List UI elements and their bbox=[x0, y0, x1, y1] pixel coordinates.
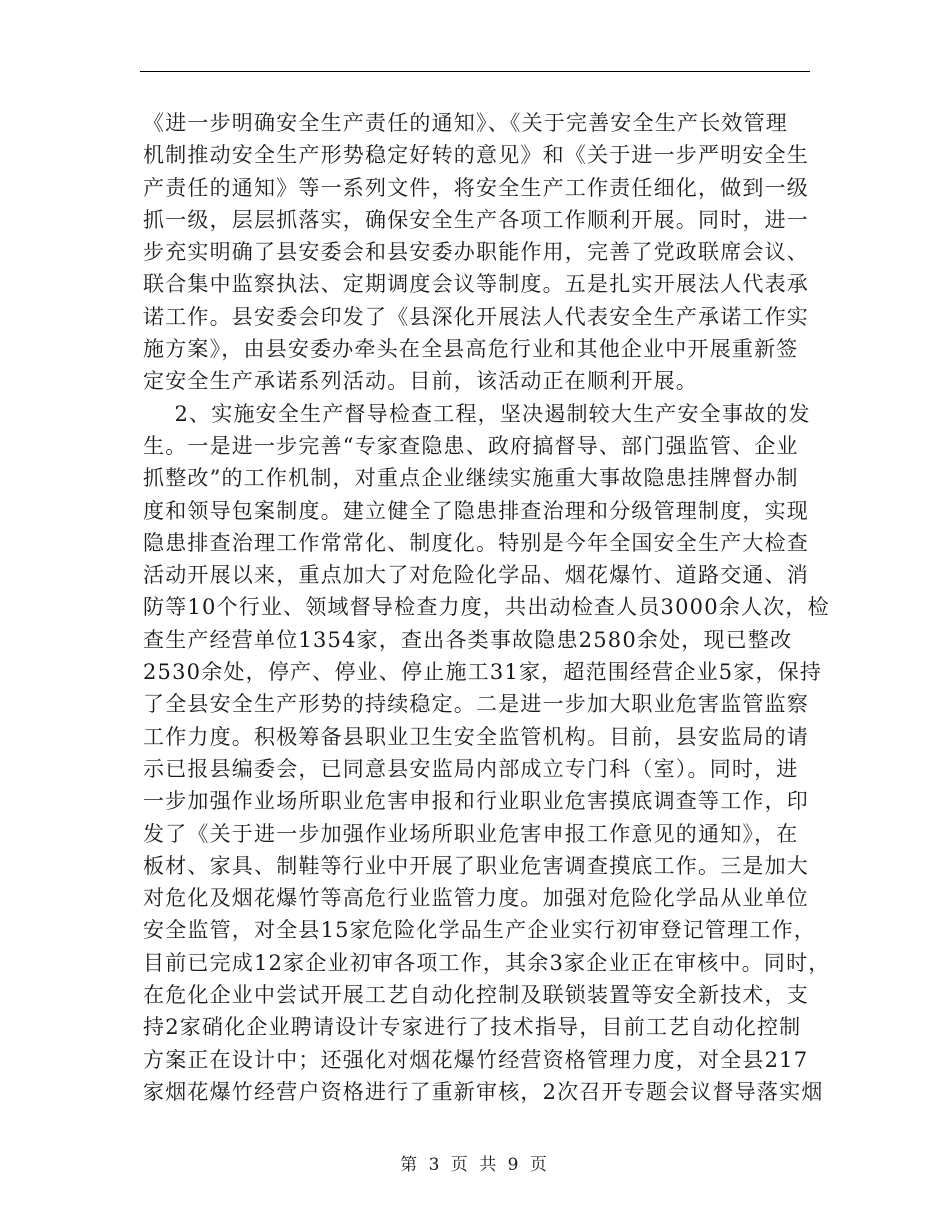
text-line: 步充实明确了县安委会和县安委办职能作用，完善了党政联席会议、 bbox=[143, 240, 809, 265]
text-line: 产责任的通知》等一系列文件，将安全生产工作责任细化，做到一级 bbox=[143, 175, 809, 200]
text-line: 了全县安全生产形势的持续稳定。二是进一步加大职业危害监管监察 bbox=[143, 692, 809, 717]
text-line: 防等10个行业、领域督导检查力度，共出动检查人员3000余人次，检 bbox=[143, 595, 830, 620]
paragraph-start-line: 2、实施安全生产督导检查工程，坚决遏制较大生产安全事故的发 bbox=[143, 401, 811, 426]
text-line: 诺工作。县安委会印发了《县深化开展法人代表安全生产承诺工作实 bbox=[143, 304, 809, 329]
text-line: 一步加强作业场所职业危害申报和行业职业危害摸底调查等工作，印 bbox=[143, 789, 809, 814]
text-line: 工作力度。积极筹备县职业卫生安全监管机构。目前，县安监局的请 bbox=[143, 724, 809, 749]
text-line: 联合集中监察执法、定期调度会议等制度。五是扎实开展法人代表承 bbox=[143, 272, 809, 297]
page-number-footer: 第 3 页 共 9 页 bbox=[400, 1155, 550, 1175]
text-line: 度和领导包案制度。建立健全了隐患排查治理和分级管理制度，实现 bbox=[143, 498, 809, 523]
text-line: 抓整改”的工作机制，对重点企业继续实施重大事故隐患挂牌督办制 bbox=[143, 466, 799, 491]
document-body bbox=[143, 107, 831, 1108]
text-line: 目前已完成12家企业初审各项工作，其余3家企业正在审核中。同时， bbox=[143, 950, 831, 975]
header-rule bbox=[140, 71, 810, 72]
text-line: 施方案》，由县安委办牵头在全县高危行业和其他企业中开展重新签 bbox=[143, 337, 799, 362]
text-line: 活动开展以来，重点加大了对危险化学品、烟花爆竹、道路交通、消 bbox=[143, 563, 809, 588]
text-line: 安全监管，对全县15家危险化学品生产企业实行初审登记管理工作， bbox=[143, 918, 816, 943]
text-line: 查生产经营单位1354家，查出各类事故隐患2580余处，现已整改 bbox=[143, 627, 793, 652]
text-line: 家烟花爆竹经营户资格进行了重新审核，2次召开专题会议督导落实烟 bbox=[143, 1079, 824, 1104]
text-line: 抓一级，层层抓落实，确保安全生产各项工作顺利开展。同时，进一 bbox=[143, 207, 809, 232]
text-line: 对危化及烟花爆竹等高危行业监管力度。加强对危险化学品从业单位 bbox=[143, 886, 809, 911]
text-line: 机制推动安全生产形势稳定好转的意见》和《关于进一步严明安全生 bbox=[143, 143, 809, 168]
text-line: 方案正在设计中；还强化对烟花爆竹经营资格管理力度，对全县217 bbox=[143, 1047, 809, 1072]
text-line: 持2家硝化企业聘请设计专家进行了技术指导，目前工艺自动化控制 bbox=[143, 1015, 802, 1040]
text-line: 定安全生产承诺系列活动。目前，该活动正在顺利开展。 bbox=[143, 369, 698, 394]
text-line: 生。一是进一步完善“专家查隐患、政府搞督导、部门强监管、企业 bbox=[143, 433, 799, 458]
text-line: 发了《关于进一步加强作业场所职业危害申报工作意见的通知》，在 bbox=[143, 821, 799, 846]
text-line: 《进一步明确安全生产责任的通知》、《关于完善安全生产长效管理 bbox=[143, 111, 788, 135]
text-line: 示已报县编委会，已同意县安监局内部成立专门科（室）。同时，进 bbox=[143, 756, 799, 781]
text-line: 在危化企业中尝试开展工艺自动化控制及联锁装置等安全新技术，支 bbox=[143, 983, 809, 1008]
text-line: 2530余处，停产、停业、停止施工31家，超范围经营企业5家，保持 bbox=[143, 660, 823, 685]
text-line: 板材、家具、制鞋等行业中开展了职业危害调查摸底工作。三是加大 bbox=[143, 853, 809, 878]
text-line: 隐患排查治理工作常常化、制度化。特别是今年全国安全生产大检查 bbox=[143, 530, 809, 555]
